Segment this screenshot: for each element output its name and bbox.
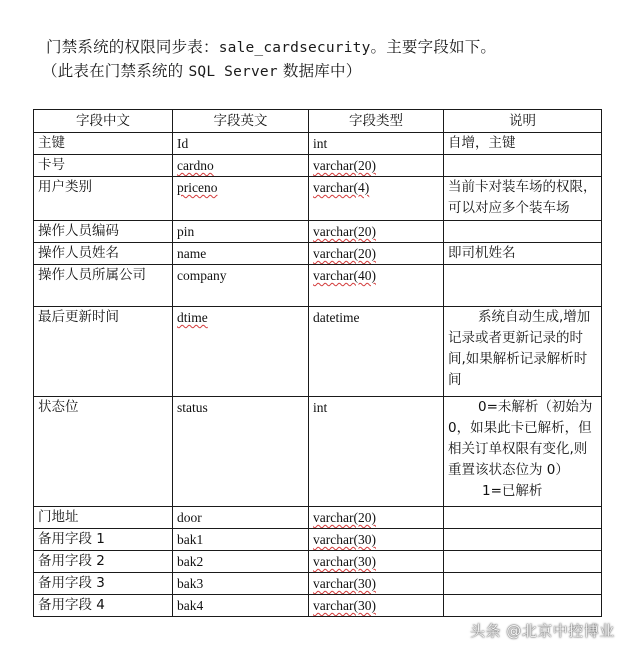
note-line: 记录或者更新记录的时 — [448, 330, 583, 346]
cell-field-cn: 状态位 — [34, 397, 173, 507]
cell-field-en — [173, 221, 309, 243]
intro-line-2 — [42, 60, 626, 84]
field-type-text: varchar(40) — [313, 268, 376, 283]
field-en-text: dtime — [177, 310, 208, 325]
cell-field-note — [444, 155, 602, 177]
table-row — [34, 155, 602, 177]
intro-line-1 — [46, 36, 626, 60]
field-type-text: int — [313, 400, 328, 415]
table-row — [34, 265, 602, 307]
cell-field-type — [309, 507, 444, 529]
cell-field-cn: 备用字段 2 — [34, 551, 173, 573]
watermark: 头条 @北京中控博业 — [470, 622, 615, 640]
note-line: 即司机姓名 — [448, 245, 516, 261]
field-en-text: priceno — [177, 180, 218, 195]
field-table — [33, 109, 602, 617]
cell-field-en — [173, 397, 309, 507]
cell-field-note — [444, 133, 602, 155]
database-name: SQL Server — [188, 64, 278, 80]
cell-field-type — [309, 397, 444, 507]
field-type-text: varchar(30) — [313, 532, 376, 547]
cell-field-note — [444, 243, 602, 265]
table-row — [34, 595, 602, 617]
cell-field-note — [444, 551, 602, 573]
header-en: 字段英文 — [173, 110, 309, 133]
cell-field-cn: 备用字段 4 — [34, 595, 173, 617]
cell-field-cn: 最后更新时间 — [34, 307, 173, 397]
cell-field-note — [444, 573, 602, 595]
field-type-text: varchar(4) — [313, 180, 370, 195]
field-en-text: cardno — [177, 158, 214, 173]
cell-field-en — [173, 529, 309, 551]
table-row — [34, 307, 602, 397]
field-en-text: name — [177, 246, 207, 261]
cell-field-type — [309, 155, 444, 177]
cell-field-note — [444, 397, 602, 507]
table-row — [34, 529, 602, 551]
field-en-text: bak3 — [177, 576, 204, 591]
field-en-text: bak1 — [177, 532, 204, 547]
note-line: 1=已解析 — [482, 483, 543, 499]
cell-field-note — [444, 265, 602, 307]
field-type-text: varchar(30) — [313, 576, 376, 591]
field-en-text: bak2 — [177, 554, 204, 569]
cell-field-type — [309, 529, 444, 551]
field-type-text: varchar(20) — [313, 158, 376, 173]
table-name: sale_cardsecurity — [218, 40, 371, 56]
cell-field-type — [309, 307, 444, 397]
cell-field-en — [173, 155, 309, 177]
cell-field-en — [173, 307, 309, 397]
table-row — [34, 133, 602, 155]
cell-field-cn: 操作人员姓名 — [34, 243, 173, 265]
table-row — [34, 573, 602, 595]
cell-field-en — [173, 507, 309, 529]
cell-field-cn: 备用字段 1 — [34, 529, 173, 551]
note-line: 系统自动生成,增加 — [478, 309, 591, 325]
cell-field-type — [309, 133, 444, 155]
table-row — [34, 221, 602, 243]
cell-field-type — [309, 573, 444, 595]
intro-line-2-prefix: （此表在门禁系统的 — [42, 62, 184, 80]
cell-field-note — [444, 221, 602, 243]
cell-field-type — [309, 177, 444, 221]
table-row — [34, 507, 602, 529]
cell-field-note — [444, 177, 602, 221]
cell-field-cn: 用户类别 — [34, 177, 173, 221]
header-cn: 字段中文 — [34, 110, 173, 133]
note-line: 重置该状态位为 0） — [448, 462, 569, 478]
field-type-text: varchar(20) — [313, 510, 376, 525]
field-en-text: door — [177, 510, 202, 525]
note-line: 相关订单权限有变化,则 — [448, 441, 588, 457]
cell-field-type — [309, 243, 444, 265]
field-en-text: Id — [177, 136, 189, 151]
note-line: 0=未解析（初始为 — [478, 399, 593, 415]
field-type-text: varchar(20) — [313, 246, 376, 261]
header-type: 字段类型 — [309, 110, 444, 133]
note-line: 间,如果解析记录解析时 — [448, 351, 588, 367]
field-type-text: varchar(30) — [313, 598, 376, 613]
field-type-text: varchar(30) — [313, 554, 376, 569]
cell-field-en — [173, 177, 309, 221]
table-header-row — [34, 110, 602, 133]
note-line: 0，如果此卡已解析，但 — [448, 420, 592, 436]
note-line: 当前卡对装车场的权限， — [448, 179, 597, 195]
table-row — [34, 177, 602, 221]
cell-field-note — [444, 507, 602, 529]
field-type-text: int — [313, 136, 328, 151]
cell-field-en — [173, 573, 309, 595]
cell-field-cn: 门地址 — [34, 507, 173, 529]
table-row — [34, 243, 602, 265]
cell-field-cn: 卡号 — [34, 155, 173, 177]
cell-field-note — [444, 595, 602, 617]
table-row — [34, 397, 602, 507]
cell-field-cn: 备用字段 3 — [34, 573, 173, 595]
cell-field-type — [309, 265, 444, 307]
cell-field-type — [309, 595, 444, 617]
intro-text — [42, 36, 626, 84]
cell-field-en — [173, 265, 309, 307]
field-en-text: status — [177, 400, 208, 415]
cell-field-cn: 操作人员所属公司 — [34, 265, 173, 307]
note-line: 可以对应多个装车场 — [448, 200, 570, 216]
field-en-text: company — [177, 268, 227, 283]
cell-field-type — [309, 551, 444, 573]
cell-field-type — [309, 221, 444, 243]
cell-field-note — [444, 529, 602, 551]
cell-field-note — [444, 307, 602, 397]
note-line: 自增，主键 — [448, 135, 516, 151]
field-type-text: datetime — [313, 310, 360, 325]
intro-line-1-prefix: 门禁系统的权限同步表： — [46, 38, 219, 56]
cell-field-cn: 主键 — [34, 133, 173, 155]
field-en-text: pin — [177, 224, 195, 239]
header-note: 说明 — [444, 110, 602, 133]
intro-line-2-suffix: 数据库中） — [282, 62, 362, 80]
note-line: 间 — [448, 372, 462, 388]
cell-field-en — [173, 551, 309, 573]
field-en-text: bak4 — [177, 598, 204, 613]
cell-field-en — [173, 133, 309, 155]
cell-field-en — [173, 243, 309, 265]
table-row — [34, 551, 602, 573]
cell-field-cn: 操作人员编码 — [34, 221, 173, 243]
field-type-text: varchar(20) — [313, 224, 376, 239]
intro-line-1-suffix: 。主要字段如下。 — [370, 38, 497, 56]
cell-field-en — [173, 595, 309, 617]
